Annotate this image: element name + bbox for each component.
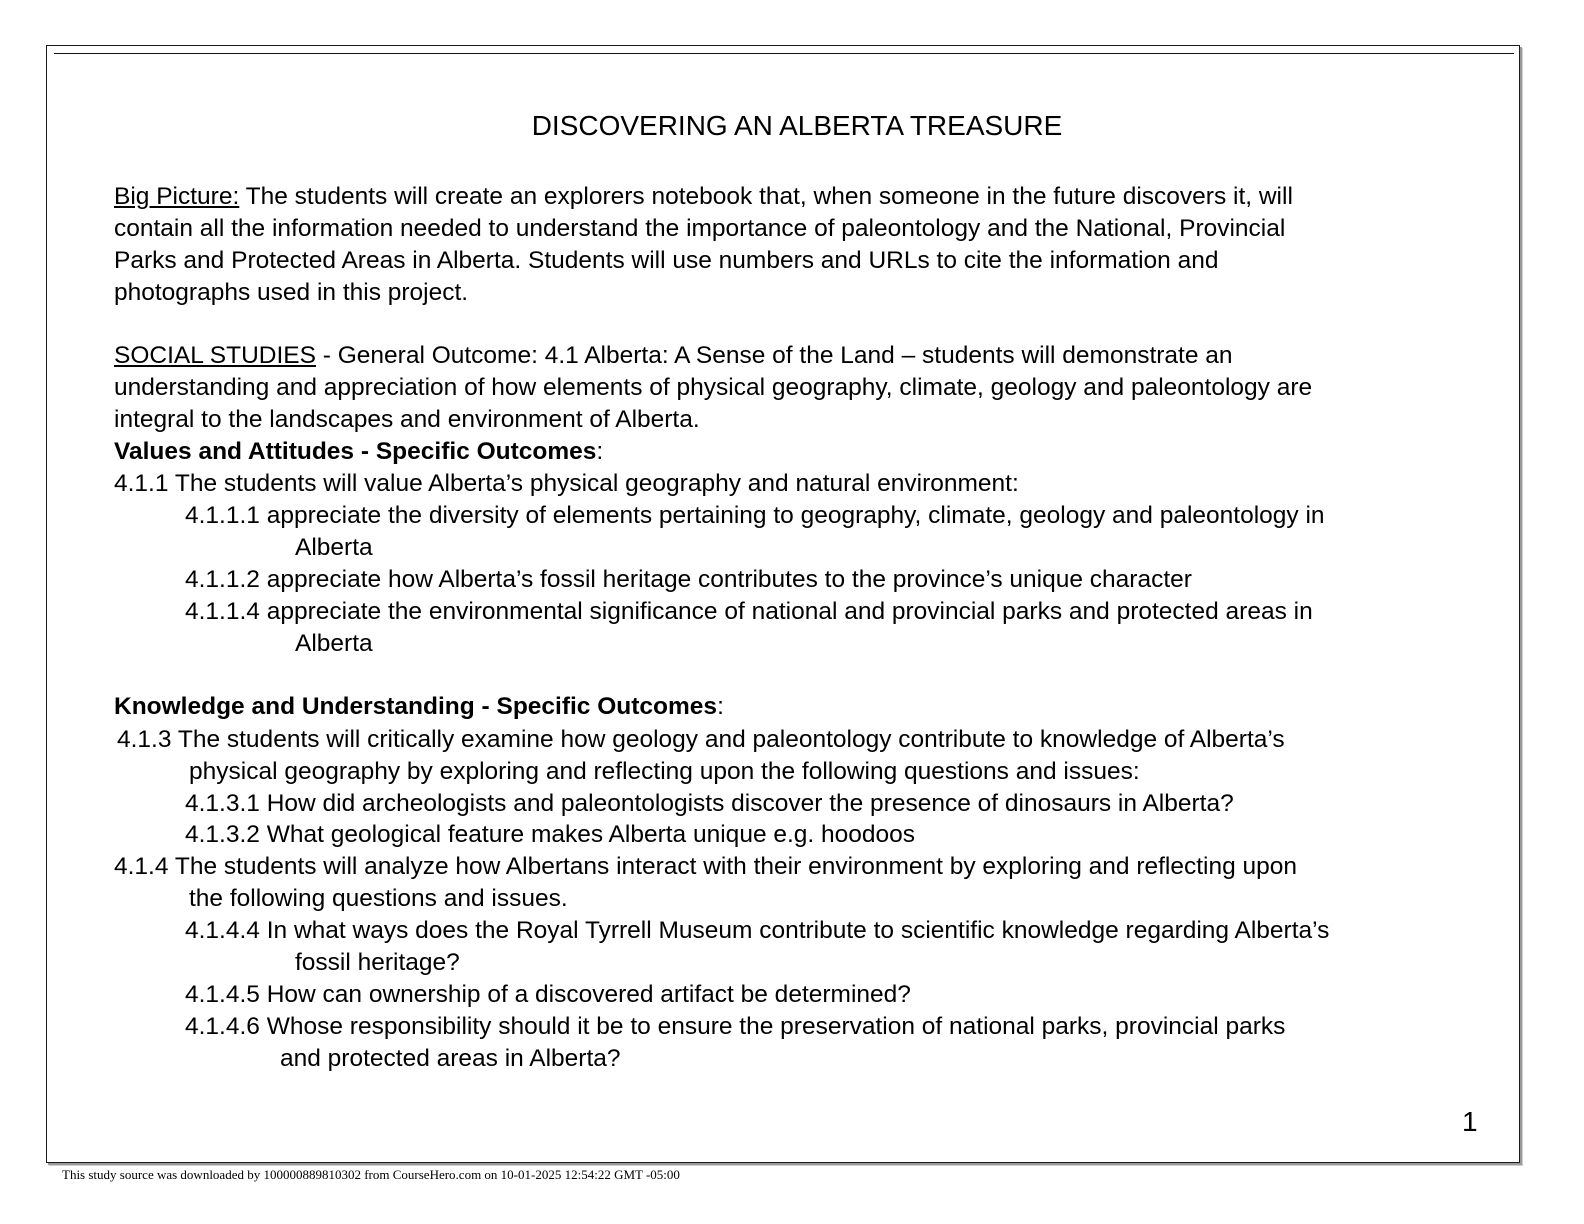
knowledge-heading: Knowledge and Understanding - Specific Outcomes [114, 693, 718, 720]
document-title: DISCOVERING AN ALBERTA TREASURE [531, 110, 1063, 141]
big-picture-text-1: The students will create an explorers notebook that, when someone in the future discovers it, will [239, 183, 1293, 210]
big-picture-label: Big Picture: [114, 183, 240, 210]
outcome-4-1-4-4: 4.1.4.4 In what ways does the Royal Tyrrell Museum contribute to scientific knowledge regarding Alberta’s [185, 917, 1330, 944]
outcome-4-1-4: 4.1.4 The students will analyze how Albertans interact with their environment by exploring and reflecting upon [114, 853, 1298, 880]
social-studies-text-1: - General Outcome: 4.1 Alberta: A Sense of the Land – students will demonstrate an [315, 342, 1233, 369]
outcome-4-1-1: 4.1.1 The students will value Alberta’s physical geography and natural environment: [114, 470, 1019, 497]
social-studies-line-3: integral to the landscapes and environment of Alberta. [114, 406, 700, 433]
big-picture-line-2: contain all the information needed to understand the importance of paleontology and the National, Provincial [114, 215, 1286, 242]
values-heading: Values and Attitudes - Specific Outcomes [114, 438, 597, 465]
social-studies-label: SOCIAL STUDIES [114, 342, 316, 369]
download-footer: This study source was downloaded by 100000889810302 from CourseHero.com on 10-01-2025 12:54:22 GMT -05:00 [62, 1167, 680, 1182]
social-studies-line-2: understanding and appreciation of how elements of physical geography, climate, geology and paleontology are [114, 374, 1313, 401]
knowledge-heading-colon: : [717, 693, 724, 720]
outcome-4-1-3: 4.1.3 The students will critically examine how geology and paleontology contribute to knowledge of Alberta’s [117, 726, 1285, 753]
outcome-4-1-4-6: 4.1.4.6 Whose responsibility should it be to ensure the preservation of national parks, provincial parks [185, 1013, 1286, 1040]
page-number: 1 [1462, 1106, 1478, 1137]
big-picture-line-3: Parks and Protected Areas in Alberta. Students will use numbers and URLs to cite the information and [114, 247, 1219, 274]
outcome-4-1-3-1: 4.1.3.1 How did archeologists and paleontologists discover the presence of dinosaurs in Alberta? [185, 790, 1234, 817]
values-heading-colon: : [596, 438, 604, 465]
outcome-4-1-3-cont: physical geography by exploring and reflecting upon the following questions and issues: [189, 758, 1140, 785]
outcome-4-1-4-4-cont: fossil heritage? [295, 949, 460, 976]
big-picture-line-4: photographs used in this project. [114, 279, 469, 306]
outcome-4-1-1-1: 4.1.1.1 appreciate the diversity of elements pertaining to geography, climate, geology and paleontology in [185, 502, 1325, 529]
outcome-4-1-1-4: 4.1.1.4 appreciate the environmental significance of national and provincial parks and protected areas in [185, 598, 1313, 625]
knowledge-heading-line [114, 691, 724, 723]
outcome-4-1-1-4-cont: Alberta [295, 630, 373, 657]
outcome-4-1-4-cont: the following questions and issues. [189, 885, 568, 912]
outcome-4-1-4-6-cont: and protected areas in Alberta? [280, 1045, 621, 1072]
outcome-4-1-1-1-cont: Alberta [295, 534, 373, 561]
values-heading-line [114, 436, 603, 468]
big-picture-line-1 [114, 181, 1293, 213]
social-studies-line-1 [114, 340, 1233, 372]
outcome-4-1-3-2: 4.1.3.2 What geological feature makes Alberta unique e.g. hoodoos [185, 821, 916, 848]
top-rule [54, 53, 1514, 54]
outcome-4-1-1-2: 4.1.1.2 appreciate how Alberta’s fossil heritage contributes to the province’s unique character [185, 566, 1192, 593]
outcome-4-1-4-5: 4.1.4.5 How can ownership of a discovered artifact be determined? [185, 981, 911, 1008]
